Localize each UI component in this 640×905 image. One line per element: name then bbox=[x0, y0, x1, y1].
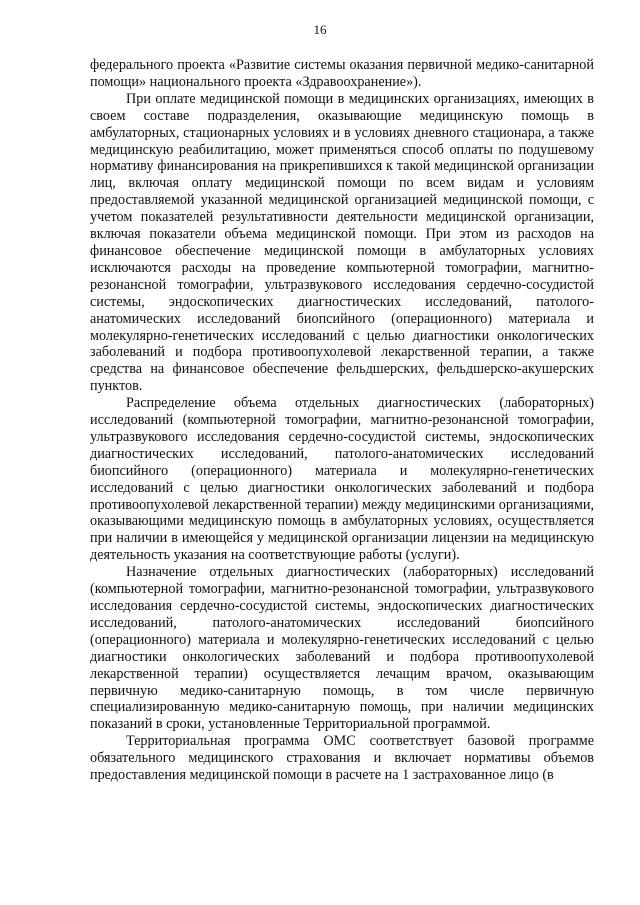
paragraph-2: При оплате медицинской помощи в медицинских организациях, имеющих в своем составе подразделения, оказывающие медицинскую помощь в амбулаторных, стационарных условиях и в условиях дневного стационара, а также медицинскую реабилитацию, может применяться способ оплаты по подушевому нормативу финансирования на прикрепившихся к такой медицинской организации лиц, включая оплату медицинской помощи по всем видам и условиям предоставляемой указанной медицинской организацией медицинской помощи, с учетом показателей результативности деятельности медицинской организации, включая показатели объема медицинской помощи. При этом из расходов на финансовое обеспечение медицинской помощи в амбулаторных условиях исключаются расходы на проведение компьютерной томографии, магнитно-резонансной томографии, ультразвукового исследования сердечно-сосудистой системы, эндоскопических диагностических исследований, патолого-анатомических исследований биопсийного (операционного) материала и молекулярно-генетических исследований с целью диагностики онкологических заболеваний и подбора противоопухолевой лекарственной терапии, а также средства на финансовое обеспечение фельдшерских, фельдшерско-акушерских пунктов. bbox=[90, 90, 594, 395]
paragraph-4: Назначение отдельных диагностических (лабораторных) исследований (компьютерной томографии, магнитно-резонансной томографии, ультразвукового исследования сердечно-сосудистой системы, эндоскопических диагностических исследований, патолого-анатомических исследований биопсийного (операционного) материала и молекулярно-генетических исследований с целью диагностики онкологических заболеваний и подбора противоопухолевой лекарственной терапии) осуществляется лечащим врачом, оказывающим первичную медико-санитарную помощь, в том числе первичную специализированную медико-санитарную помощь, при наличии медицинских показаний в сроки, установленные Территориальной программой. bbox=[90, 564, 594, 733]
page-number: 16 bbox=[313, 22, 327, 37]
paragraph-1: федерального проекта «Развитие системы оказания первичной медико-санитарной помощи» национального проекта «Здравоохранение»). bbox=[90, 57, 594, 90]
paragraph-5: Территориальная программа ОМС соответствует базовой программе обязательного медицинского страхования и включает нормативы объемов предоставления медицинской помощи в расчете на 1 застрахованное лицо (в bbox=[90, 733, 594, 784]
document-body bbox=[90, 57, 594, 784]
paragraph-3: Распределение объема отдельных диагностических (лабораторных) исследований (компьютерной томографии, магнитно-резонансной томографии, ультразвукового исследования сердечно-сосудистой системы, эндоскопических диагностических исследований, патолого-анатомических исследований биопсийного (операционного) материала и молекулярно-генетических исследований с целью диагностики онкологических заболеваний и подбора противоопухолевой лекарственной терапии) между медицинскими организациями, оказывающими медицинскую помощь в амбулаторных условиях, осуществляется при наличии в имеющейся у медицинской организации лицензии на медицинскую деятельность указания на соответствующие работы (услуги). bbox=[90, 395, 594, 564]
